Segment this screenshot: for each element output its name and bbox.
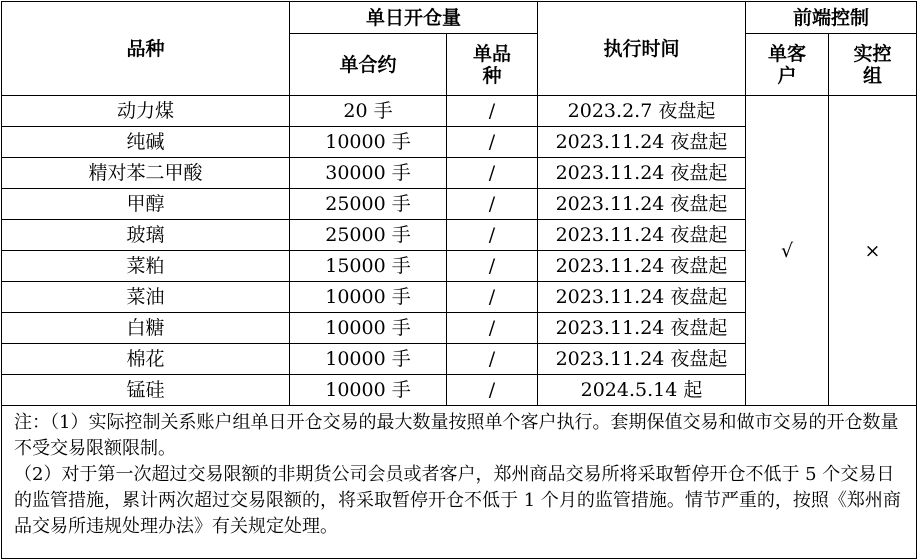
exec-time-cell: 2023.11.24 夜盘起 <box>538 313 746 344</box>
variety-limit-cell: / <box>447 189 538 220</box>
actual-control-mark: × <box>829 96 917 406</box>
contract-limit-cell: 10000 手 <box>290 282 447 313</box>
position-limit-table <box>1 1 917 559</box>
header-exec-time: 执行时间 <box>538 2 746 96</box>
variety-cell: 白糖 <box>2 313 290 344</box>
header-variety: 品种 <box>2 2 290 96</box>
variety-limit-cell: / <box>447 96 538 127</box>
variety-cell: 动力煤 <box>2 96 290 127</box>
variety-limit-cell: / <box>447 313 538 344</box>
variety-cell: 纯碱 <box>2 127 290 158</box>
exec-time-cell: 2024.5.14 起 <box>538 375 746 406</box>
header-single-day-open: 单日开仓量 <box>290 2 538 34</box>
note-1: 注：（1）实际控制关系账户组单日开仓交易的最大数量按照单个客户执行。套期保值交易和做市交易的开仓数量不受交易限额限制。 <box>14 412 899 459</box>
header-frontend-control: 前端控制 <box>746 2 917 34</box>
variety-limit-cell: / <box>447 158 538 189</box>
variety-limit-cell: / <box>447 344 538 375</box>
exec-time-cell: 2023.11.24 夜盘起 <box>538 282 746 313</box>
exec-time-cell: 2023.11.24 夜盘起 <box>538 127 746 158</box>
variety-cell: 菜油 <box>2 282 290 313</box>
contract-limit-cell: 10000 手 <box>290 375 447 406</box>
variety-limit-cell: / <box>447 127 538 158</box>
exec-time-cell: 2023.2.7 夜盘起 <box>538 96 746 127</box>
contract-limit-cell: 30000 手 <box>290 158 447 189</box>
notes-cell <box>2 406 917 559</box>
variety-cell: 精对苯二甲酸 <box>2 158 290 189</box>
contract-limit-cell: 25000 手 <box>290 189 447 220</box>
variety-limit-cell: / <box>447 282 538 313</box>
exec-time-cell: 2023.11.24 夜盘起 <box>538 158 746 189</box>
exec-time-cell: 2023.11.24 夜盘起 <box>538 220 746 251</box>
contract-limit-cell: 10000 手 <box>290 127 447 158</box>
header-single-variety: 单品种 <box>447 34 538 96</box>
contract-limit-cell: 15000 手 <box>290 251 447 282</box>
contract-limit-cell: 10000 手 <box>290 344 447 375</box>
contract-limit-cell: 20 手 <box>290 96 447 127</box>
note-2: （2）对于第一次超过交易限额的非期货公司会员或者客户，郑州商品交易所将采取暂停开仓不低于 5 个交易日的监管措施，累计两次超过交易限额的，将采取暂停开仓不低于 1 个月的监管措施。情节严重的，按照《郑州商品交易所违规处理办法》有关规定处理。 <box>14 464 901 537</box>
variety-cell: 菜粕 <box>2 251 290 282</box>
contract-limit-cell: 10000 手 <box>290 313 447 344</box>
header-single-customer: 单客户 <box>746 34 829 96</box>
exec-time-cell: 2023.11.24 夜盘起 <box>538 251 746 282</box>
header-actual-control-group: 实控组 <box>829 34 917 96</box>
variety-cell: 玻璃 <box>2 220 290 251</box>
variety-limit-cell: / <box>447 251 538 282</box>
variety-cell: 锰硅 <box>2 375 290 406</box>
single-customer-mark: √ <box>746 96 829 406</box>
table-row <box>2 96 917 127</box>
variety-cell: 甲醇 <box>2 189 290 220</box>
contract-limit-cell: 25000 手 <box>290 220 447 251</box>
variety-limit-cell: / <box>447 220 538 251</box>
header-single-contract: 单合约 <box>290 34 447 96</box>
exec-time-cell: 2023.11.24 夜盘起 <box>538 189 746 220</box>
variety-cell: 棉花 <box>2 344 290 375</box>
variety-limit-cell: / <box>447 375 538 406</box>
exec-time-cell: 2023.11.24 夜盘起 <box>538 344 746 375</box>
